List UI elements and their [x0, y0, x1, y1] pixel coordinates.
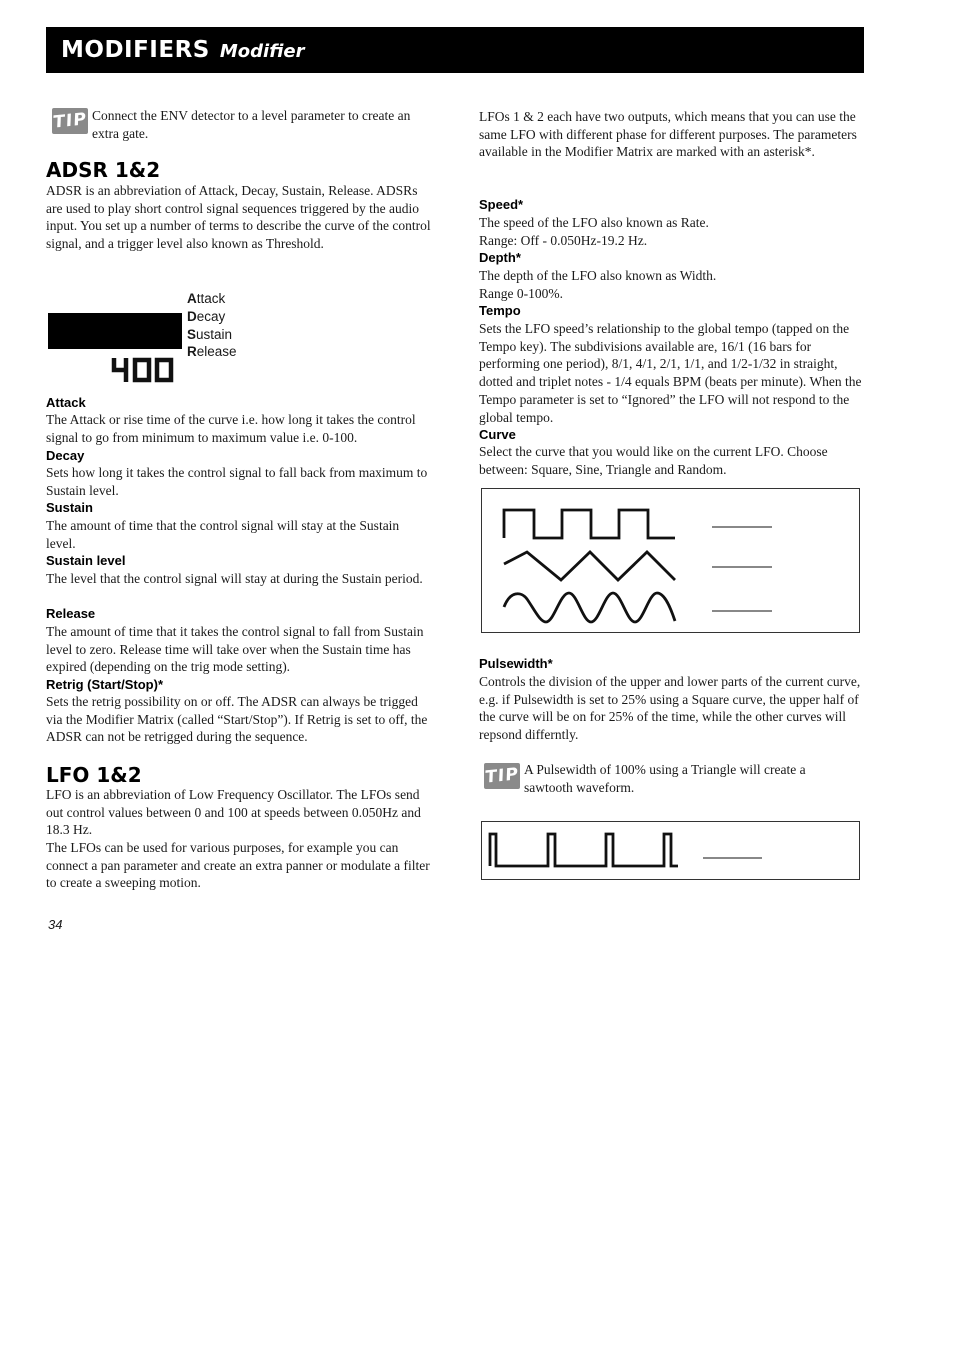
page-number: 34	[48, 917, 63, 932]
adsr-intro: ADSR is an abbreviation of Attack, Decay, Sustain, Release. ADSRs are used to play short control signal sequences triggered by the audio input. You set up a number of terms to describe the curve of the control signal, and a trigger level also known as Threshold.	[46, 183, 431, 252]
term-title: Sustain level	[46, 553, 126, 568]
lfo-intro: LFO is an abbreviation of Low Frequency Oscillator. The LFOs send out control values between 0 and 100 at speeds between 0.050Hz and 18.3 Hz.	[46, 787, 421, 838]
term-text: The Attack or rise time of the curve i.e. how long it takes the control signal to go from minimum to maximum value i.e. 0-100.	[46, 412, 416, 445]
term-title: Retrig (Start/Stop)*	[46, 677, 163, 692]
adsr-letter-row: Decay	[187, 308, 226, 324]
term-text: Sets how long it takes the control signal to fall back from maximum to Sustain level.	[46, 465, 428, 498]
term-title: Release	[46, 606, 96, 621]
sine-wave	[504, 593, 675, 622]
adsr-letter-row: Sustain	[187, 326, 233, 342]
waveform-diagram	[481, 488, 860, 633]
adsr-heading: ADSR 1&2	[46, 158, 161, 182]
tip-text: A Pulsewidth of 100% using a Triangle will create a sawtooth waveform.	[524, 762, 806, 795]
lcd-display	[110, 356, 176, 384]
adsr-letter-row: Release	[187, 344, 237, 360]
term-title: Speed*	[479, 197, 524, 212]
term-title: Decay	[46, 448, 85, 463]
term-text: The level that the control signal will stay at during the Sustain period.	[46, 571, 423, 586]
adsr-letter-row: Attack	[187, 291, 226, 306]
tip-icon: TIP	[484, 764, 520, 788]
term-text: Sets the LFO speed’s relationship to the global tempo (tapped on the Tempo key). The subdivisions available are, 16/1 (16 bars for performing one period), 8/1, 4/1, 2/1, 1/1, and 1/2-1/32 in straight, dotted and triplet notes - 1/4 equals BPM (beats per minute). When the Tempo parameter is set to “Ignored” the LFO will not respond to the global tempo.	[479, 321, 862, 425]
lfo-heading: LFO 1&2	[46, 763, 142, 787]
waveform-svg	[482, 489, 859, 632]
pulse-svg	[482, 822, 859, 879]
term-title: Sustain	[46, 500, 93, 515]
header-title: MODIFIERS	[61, 37, 210, 63]
display-bar	[48, 313, 182, 349]
lfo-outputs-intro: LFOs 1 & 2 each have two outputs, which means that you can use the same LFO with different phase for different purposes. The parameters available in the Modifier Matrix are marked with an asterisk*.	[479, 109, 857, 160]
pulsewidth-title: Pulsewidth*	[479, 656, 553, 671]
term-text: Sets the retrig possibility on or off. The ADSR can always be trigged via the Modifier Matrix (called “Start/Stop”). If Retrig is set to off, the ADSR can not be retrigged during the sequence.	[46, 694, 428, 745]
pulsewidth-diagram	[481, 821, 860, 880]
lcd-segments	[114, 358, 171, 382]
term-title: Attack	[46, 395, 86, 410]
term-title: Depth*	[479, 250, 521, 265]
term-title: Curve	[479, 427, 516, 442]
lfo-intro: The LFOs can be used for various purposes, for example you can connect a pan parameter and create an extra panner or modulate a filter to create a sweeping motion.	[46, 840, 430, 891]
term-text: The depth of the LFO also known as Width. Range 0-100%.	[479, 268, 717, 301]
tip-text: Connect the ENV detector to a level parameter to create an extra gate.	[92, 108, 411, 141]
tip-icon: TIP	[52, 109, 88, 133]
term-text: Select the curve that you would like on the current LFO. Choose between: Square, Sine, Triangle and Random.	[479, 444, 828, 477]
term-text: The speed of the LFO also known as Rate. Range: Off - 0.050Hz-19.2 Hz.	[479, 215, 709, 248]
page-header	[46, 27, 864, 73]
pulsewidth-text: Controls the division of the upper and lower parts of the current curve, e.g. if Pulsewidth is set to 25% using a Square curve, the upper half of the curve will be on for 25% of the time, while the other curves will repsond differntly.	[479, 674, 861, 743]
term-text: The amount of time that the control signal will stay at the Sustain level.	[46, 518, 400, 551]
term-text: The amount of time that it takes the control signal to fall from Sustain level to zero. Release time will take over when the Sustain time has expired (depending on the trig mode setting).	[46, 624, 424, 675]
header-subtitle: Modifier	[219, 41, 305, 62]
triangle-wave	[504, 552, 675, 580]
term-title: Tempo	[479, 303, 521, 318]
adsr-term-list	[187, 290, 237, 361]
square-wave	[504, 510, 675, 538]
pulse-wave	[490, 834, 678, 866]
